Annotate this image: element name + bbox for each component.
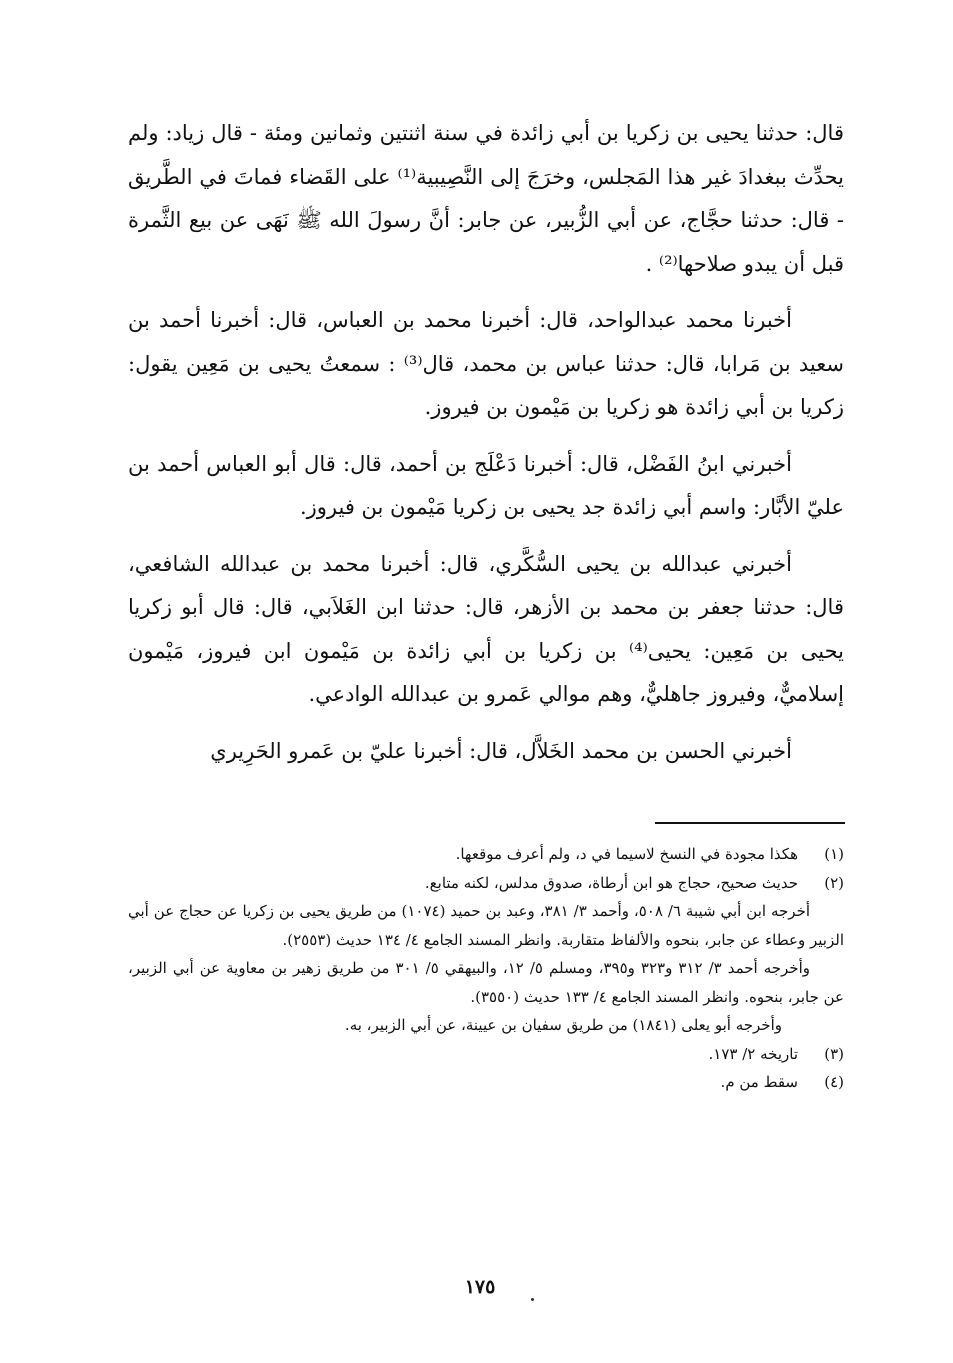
footnote-number: (٢) bbox=[824, 873, 844, 892]
footnote-1 bbox=[128, 840, 844, 869]
footnote-2-detail-1: أخرجه ابن أبي شيبة ٦/ ٥٠٨، وأحمد ٣/ ٣٨١، وعبد بن حميد (١٠٧٤) من طريق يحيى بن زكريا عن حجاج عن أبي الزبير وعطاء عن جابر، بنحوه والألفاظ متقاربة. وانظر المسند الجامع ٤/ ١٣٤ حديث (٢٥٥٣). bbox=[128, 902, 844, 949]
footnote-number: (٣) bbox=[824, 1044, 844, 1063]
footnote-text: تاريخه ٢/ ١٧٣. bbox=[708, 1044, 798, 1063]
paragraph-4: أخبرني عبدالله بن يحيى السُّكَّري، قال: أخبرنا محمد بن عبدالله الشافعي، قال: حدثنا جعفر بن محمد بن الأزهر، قال: حدثنا ابن الغَلاَبي، قال: قال أبو زكريا يحيى بن مَعِين: يحيى⁽⁴⁾ بن زكريا بن أبي زائدة بن مَيْمون ابن فيروز، مَيْمون إسلاميٌّ، وفيروز جاهليٌّ، وهم موالي عَمرو بن عبدالله الوادعي. bbox=[128, 551, 844, 706]
paragraph-2: أخبرنا محمد عبدالواحد، قال: أخبرنا محمد بن العباس، قال: أخبرنا أحمد بن سعيد بن مَرابا، قال: حدثنا عباس بن محمد، قال⁽³⁾ : سمعتُ يحيى بن مَعِين يقول: زكريا بن أبي زائدة هو زكريا بن مَيْمون بن فيروز. bbox=[128, 308, 844, 419]
paragraph-5: أخبرني الحسن بن محمد الخَلاَّل، قال: أخبرنا عليّ بن عَمرو الحَرِيري bbox=[210, 738, 792, 763]
footnote-2-detail-2: وأخرجه أحمد ٣/ ٣١٢ و٣٢٣ و٣٩٥، ومسلم ٥/ ١٢، والبيهقي ٥/ ٣٠١ من طريق زهير بن معاوية عن أبي الزبير، عن جابر، بنحوه. وانظر المسند الجامع ٤/ ١٣٣ حديث (٣٥٥٠). bbox=[128, 959, 844, 1006]
scan-speck bbox=[531, 1298, 534, 1301]
footnote-2-detail-3: وأخرجه أبو يعلى (١٨٤١) من طريق سفيان بن عيينة، عن أبي الزبير، به. bbox=[344, 1016, 782, 1034]
footnote-text: هكذا مجودة في النسخ لاسيما في د، ولم أعرف موقعها. bbox=[455, 845, 798, 863]
footnote-2 bbox=[128, 869, 844, 898]
footnote-3 bbox=[128, 1040, 844, 1069]
footnote-text: سقط من م. bbox=[720, 1073, 798, 1091]
paragraph-3: أخبرني ابنُ الفَضْل، قال: أخبرنا دَعْلَج بن أحمد، قال: قال أبو العباس أحمد بن عليّ الأبَّار: واسم أبي زائدة جد يحيى بن زكريا مَيْمون بن فيروز. bbox=[128, 451, 844, 519]
footnote-separator bbox=[655, 822, 845, 824]
footnote-number: (٤) bbox=[824, 1073, 844, 1091]
footnote-number: (١) bbox=[824, 845, 844, 863]
footnote-4 bbox=[128, 1068, 844, 1097]
footnote-text: حديث صحيح، حجاج هو ابن أرطاة، صدوق مدلس، لكنه متابع. bbox=[424, 873, 798, 892]
paragraph-1: قال: حدثنا يحيى بن زكريا بن أبي زائدة في سنة اثنتين وثمانين ومئة - قال زياد: ولم يحدِّث ببغدادَ غير هذا المَجلس، وخرَجَ إلى النَّصِيبية⁽¹⁾ على القَضاء فماتَ في الطَّريق - قال: حدثنا حجَّاج، عن أبي الزُّبير، عن جابر: أنَّ رسولَ الله ﷺ نَهَى عن بيع الثَّمرة قبل أن يبدو صلاحها⁽²⁾ . bbox=[128, 121, 845, 276]
footnotes bbox=[128, 840, 844, 1097]
main-text bbox=[128, 112, 844, 773]
page-number: ١٧٥ bbox=[464, 1276, 496, 1298]
